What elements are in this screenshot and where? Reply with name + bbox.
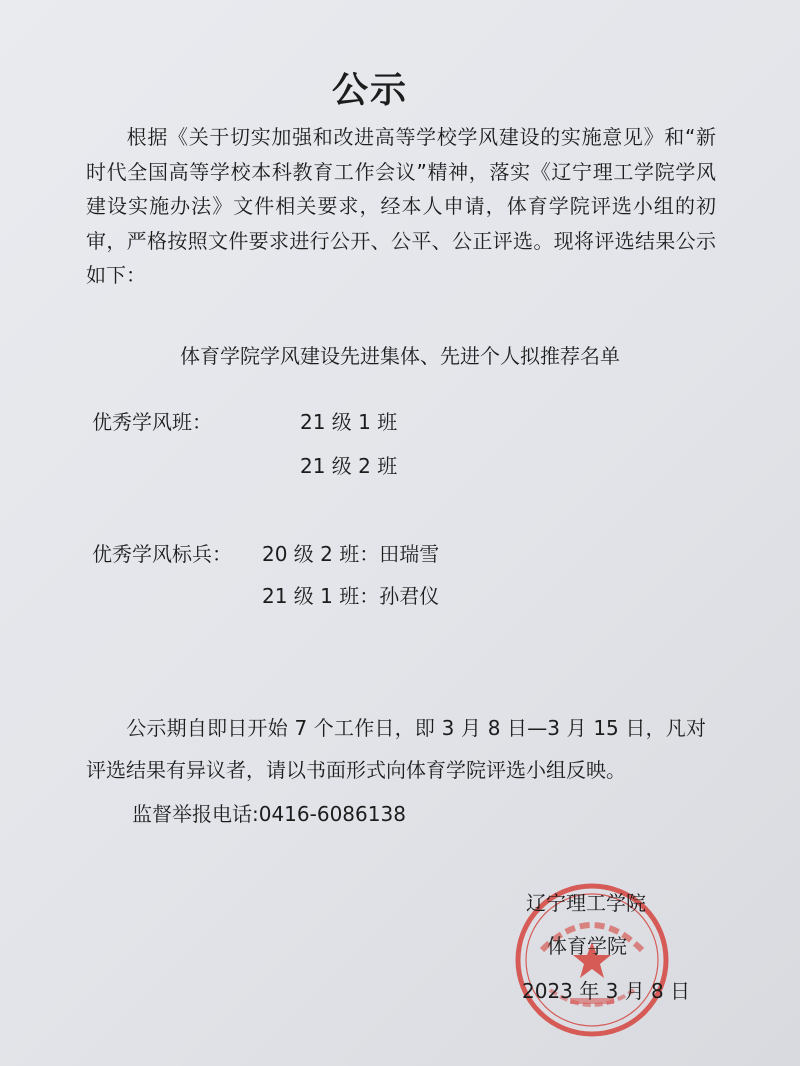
model-student-label: 优秀学风标兵：	[92, 542, 232, 566]
notice-paragraph	[86, 707, 706, 791]
signature-dept: 体育学院	[547, 934, 627, 958]
intro-paragraph	[86, 120, 716, 293]
notice-text: 公示期自即日开始 7 个工作日，即 3 月 8 日—3 月 15 日，凡对评选结果有异议者，请以书面形式向体育学院评选小组反映。	[86, 716, 706, 782]
document-title: 公示	[331, 70, 408, 111]
signature-date: 2023 年 3 月 8 日	[522, 979, 691, 1003]
excellent-class-item: 21 级 2 班	[300, 454, 398, 478]
list-title: 体育学院学风建设先进集体、先进个人拟推荐名单	[180, 344, 620, 368]
excellent-class-label: 优秀学风班：	[92, 410, 212, 434]
model-student-item: 21 级 1 班：孙君仪	[262, 584, 440, 608]
model-student-item: 20 级 2 班：田瑞雪	[262, 542, 440, 566]
report-phone: 监督举报电话:0416-6086138	[132, 802, 406, 826]
excellent-class-item: 21 级 1 班	[300, 410, 398, 434]
signature-org: 辽宁理工学院	[526, 891, 646, 915]
intro-text: 根据《关于切实加强和改进高等学校学风建设的实施意见》和“新时代全国高等学校本科教育工作会议”精神，落实《辽宁理工学院学风建设实施办法》文件相关要求，经本人申请，体育学院评选小组的初审，严格按照文件要求进行公开、公平、公正评选。现将评选结果公示如下：	[86, 125, 716, 287]
